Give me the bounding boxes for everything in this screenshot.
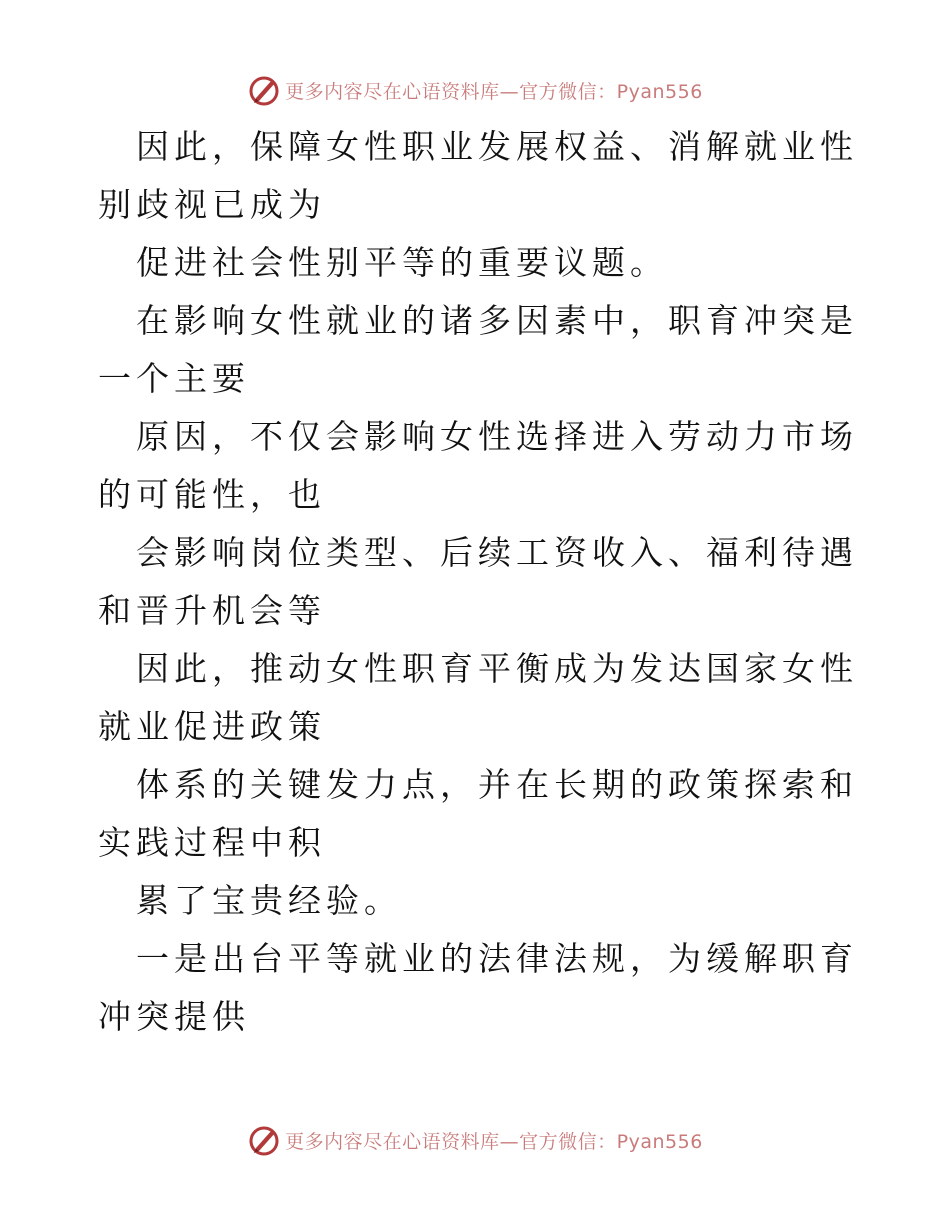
paragraph: 在影响女性就业的诸多因素中，职育冲突是一个主要	[98, 301, 858, 398]
paragraph: 促进社会性别平等的重要议题。	[136, 243, 668, 282]
paragraph: 一是出台平等就业的法律法规，为缓解职育冲突提供	[98, 939, 858, 1036]
pen-logo-icon	[247, 1123, 281, 1157]
paragraph: 原因，不仅会影响女性选择进入劳动力市场的可能性，也	[98, 417, 858, 514]
header-watermark	[0, 70, 950, 110]
watermark-text: 更多内容尽在心语资料库—官方微信：Pyan556	[285, 1130, 703, 1153]
paragraph: 因此，保障女性职业发展权益、消解就业性别歧视已成为	[98, 127, 858, 224]
paragraph: 体系的关键发力点，并在长期的政策探索和实践过程中积	[98, 765, 858, 862]
paragraph: 累了宝贵经验。	[136, 881, 402, 920]
watermark-text: 更多内容尽在心语资料库—官方微信：Pyan556	[285, 80, 703, 103]
footer-watermark	[0, 1120, 950, 1160]
paragraph: 会影响岗位类型、后续工资收入、福利待遇和晋升机会等	[98, 533, 858, 630]
paragraph: 因此，推动女性职育平衡成为发达国家女性就业促进政策	[98, 649, 858, 746]
document-body	[98, 118, 858, 1046]
pen-logo-icon	[247, 73, 281, 107]
